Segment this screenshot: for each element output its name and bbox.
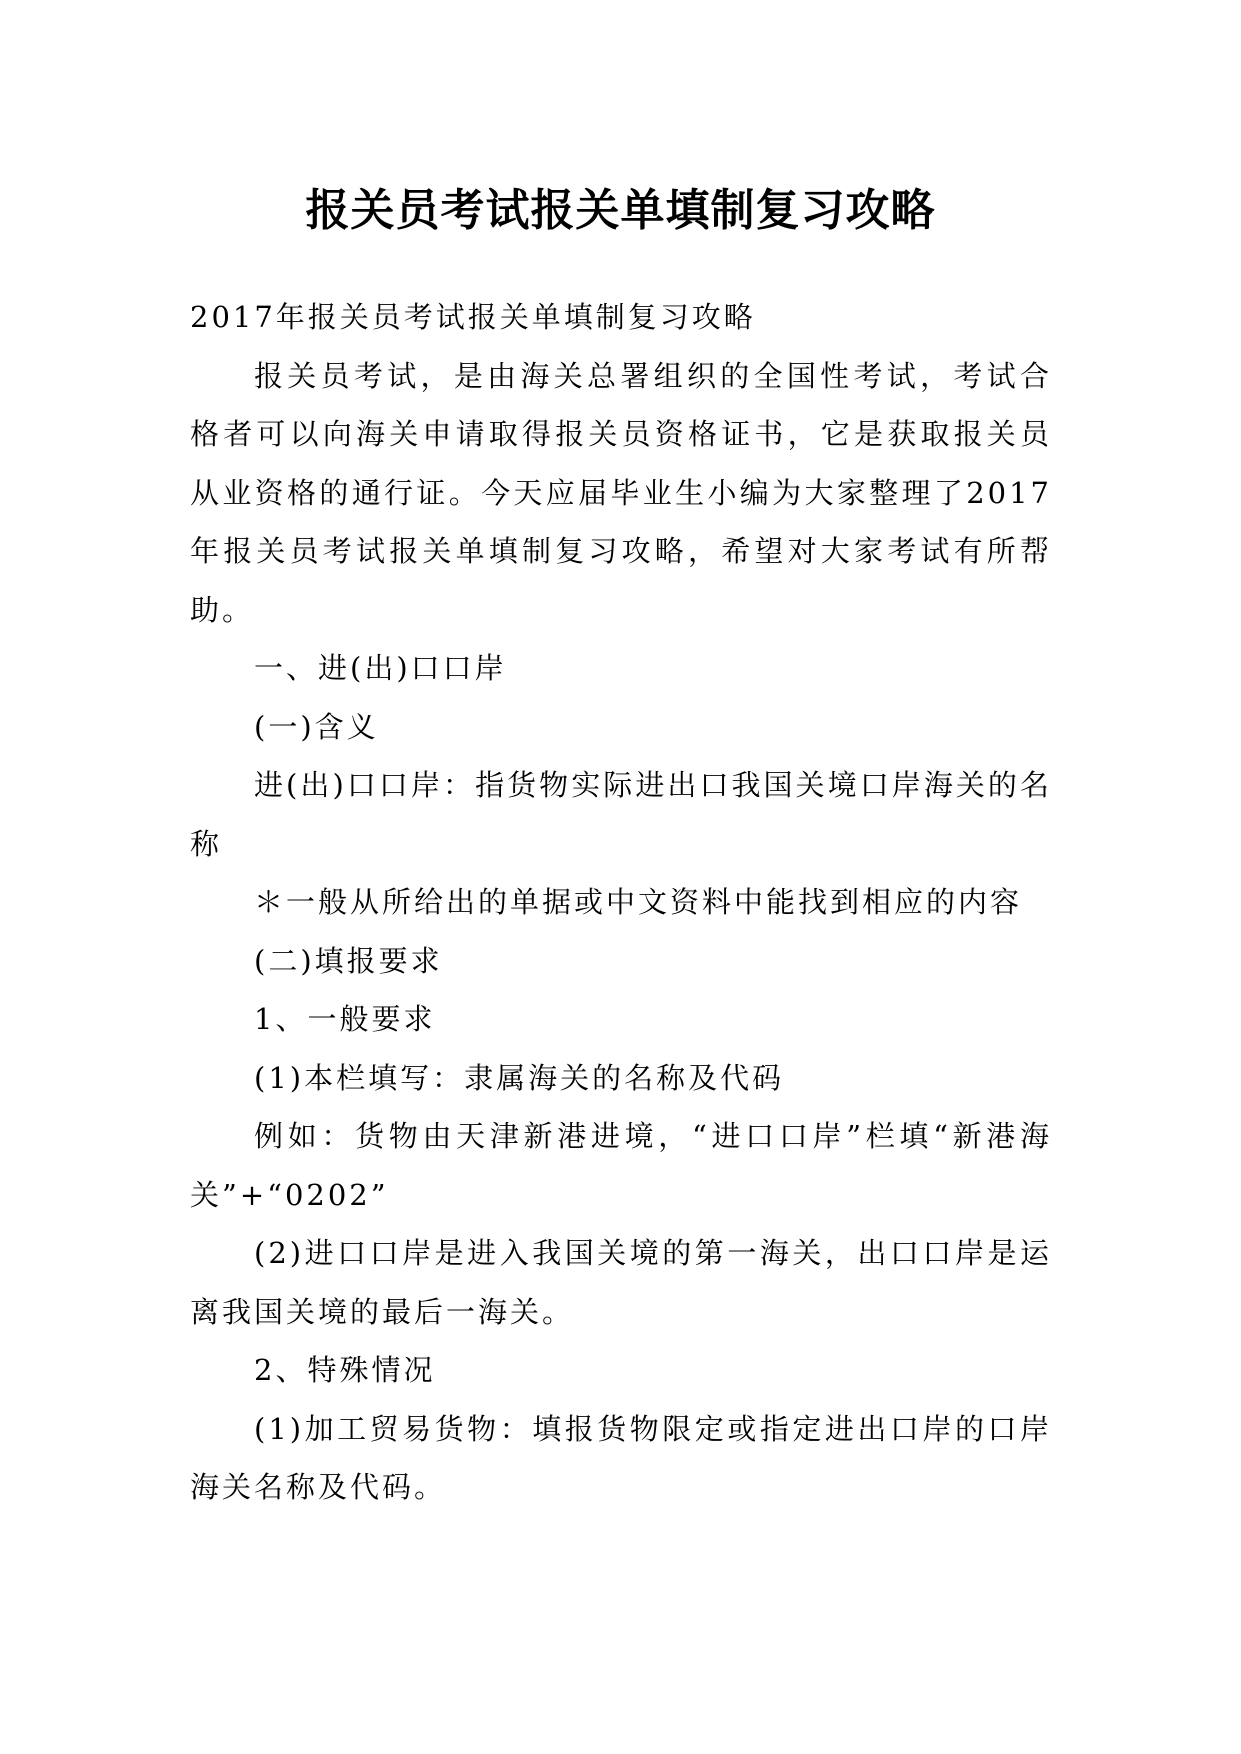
document-title: 报关员考试报关单填制复习攻略 bbox=[305, 185, 936, 237]
section-heading-port: 一、进(出)口口岸 bbox=[254, 651, 507, 685]
paragraph-note: ＊一般从所给出的单据或中文资料中能找到相应的内容 bbox=[254, 885, 1023, 919]
item-heading-special: 2、特殊情况 bbox=[254, 1353, 436, 1387]
list-item: (2)进口口岸是进入我国关境的第一海关，出口口岸是运离我国关境的最后一海关。 bbox=[190, 1236, 1052, 1329]
subsection-heading-requirements: (二)填报要求 bbox=[254, 943, 443, 978]
paragraph-subtitle: 2017年报关员考试报关单填制复习攻略 bbox=[190, 300, 756, 334]
paragraph-definition: 进(出)口口岸：指货物实际进出口我国关境口岸海关的名称 bbox=[190, 768, 1052, 861]
paragraph-example: 例如：货物由天津新港进境，“进口口岸”栏填“新港海关”+“0202” bbox=[190, 1119, 1052, 1212]
item-heading-general: 1、一般要求 bbox=[254, 1002, 436, 1036]
list-item: (1)加工贸易货物：填报货物限定或指定进出口岸的口岸海关名称及代码。 bbox=[190, 1411, 1052, 1504]
subsection-heading-meaning: (一)含义 bbox=[254, 709, 379, 744]
list-item: (1)本栏填写：隶属海关的名称及代码 bbox=[254, 1060, 785, 1095]
document-body bbox=[190, 288, 1052, 1517]
paragraph-intro: 报关员考试，是由海关总署组织的全国性考试，考试合格者可以向海关申请取得报关员资格证书，它是获取报关员从业资格的通行证。今天应届毕业生小编为大家整理了2017年报关员考试报关单填制复习攻略，希望对大家考试有所帮助。 bbox=[190, 358, 1052, 627]
